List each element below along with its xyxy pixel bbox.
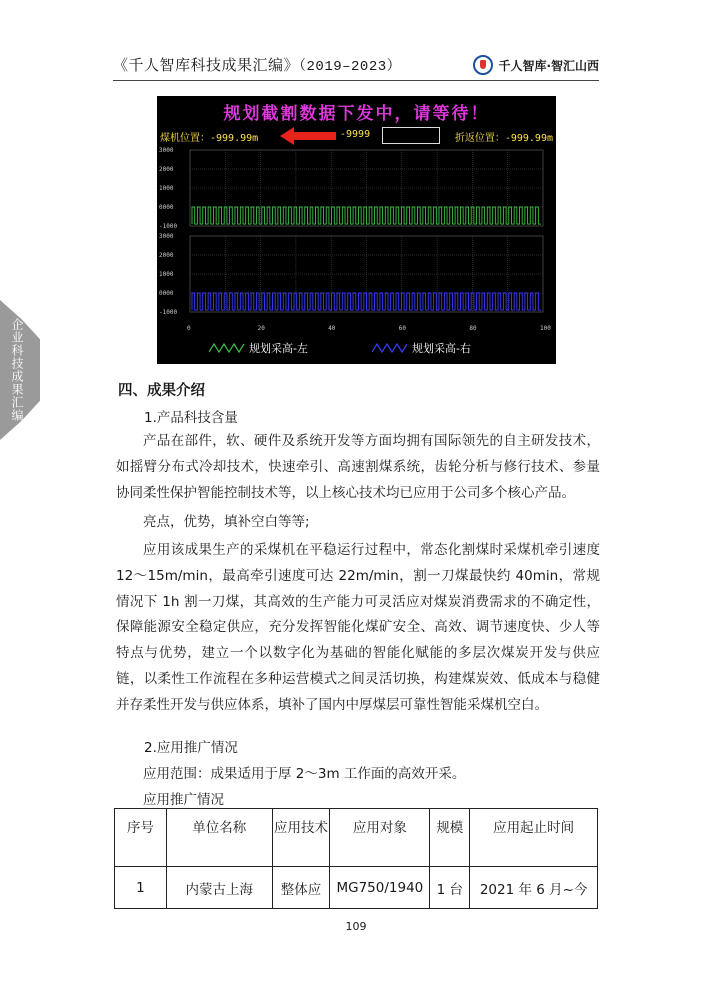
legend-left-wave-icon [209, 342, 245, 354]
y-tick-label: 1000 [159, 271, 174, 278]
header-cell: 单位名称 [166, 809, 272, 867]
height-chart [157, 144, 556, 334]
header-brand-text: 千人智库·智汇山西 [498, 58, 599, 73]
table-cell: 2021 年 6 月~今 [470, 867, 598, 909]
y-tick-label: 2000 [159, 166, 174, 173]
table-caption: 应用推广情况 [143, 792, 224, 808]
subsection-promotion: 2.应用推广情况 [144, 740, 238, 756]
legend-right-label: 规划采高-右 [412, 342, 471, 355]
subsection-tech-content: 1.产品科技含量 [144, 410, 238, 426]
status-row [160, 127, 553, 143]
series-left-line [192, 207, 541, 224]
middle-value: -9999 [340, 129, 371, 140]
brand-logo-icon [473, 55, 493, 75]
y-tick-label: 3000 [159, 233, 174, 240]
header-year: （2019–2023） [299, 59, 402, 75]
x-tick-label: 60 [398, 325, 407, 332]
header-title-text: 《千人智库科技成果汇编》 [113, 56, 300, 74]
paragraph-tech: 产品在部件，软、硬件及系统开发等方面均拥有国际领先的自主研发技术，如摇臂分布式冷却技术，快速牵引、高速割煤系统，齿轮分析与修行技术、参量协同柔性保护智能控制技术等，以上核心技术均已应用于公司多个核心产品。 [116, 433, 600, 501]
header-brand [473, 55, 599, 75]
y-tick-label: 3000 [159, 147, 174, 154]
paragraph-highlights: 亮点，优势，填补空白等等; [143, 514, 310, 530]
x-tick-label: 100 [540, 325, 551, 332]
paragraph-application: 应用该成果生产的采煤机在平稳运行过程中，常态化割煤时采煤机牵引速度 12～15m/min，最高牵引速度可达 22m/min，割一刀煤最快约 40min，常规情况下 1h 割一刀煤，其高效的生产能力可灵活应对煤炭消费需求的不确定性，保障能源安全稳定供应，充分发挥智能化煤矿安全、高效、调节速度快、少人等特点与优势，建立一个以数字化为基础的智能化赋能的多层次煤炭开发与供应链，以柔性工作流程在多种运营模式之间灵活切换，构建煤炭效、低成本与稳健并存柔性开发与供应体系，填补了国内中厚煤层可靠性智能采煤机空白。 [116, 542, 600, 713]
table-header-row [115, 809, 598, 867]
promotion-table [114, 808, 598, 909]
header-cell: 应用技术 [272, 809, 330, 867]
table-cell: MG750/1940 [330, 867, 430, 909]
header-title [113, 54, 401, 75]
cutting-data-panel [157, 96, 556, 364]
left-arrow-icon [280, 127, 340, 145]
x-tick-label: 0 [187, 325, 191, 332]
table-cell: 1 台 [430, 867, 470, 909]
header-divider [113, 80, 599, 81]
return-position: 折返位置：-999.99m [454, 133, 553, 144]
table-cell: 1 [115, 867, 167, 909]
side-tab-label: 企业科技成果汇编 [10, 318, 24, 422]
application-scope: 应用范围：成果适用于厚 2～3m 工作面的高效开采。 [143, 766, 466, 782]
x-tick-label: 80 [469, 325, 477, 332]
y-tick-label: 0000 [159, 204, 174, 211]
table-cell: 内蒙古上海 [166, 867, 272, 909]
x-tick-label: 40 [328, 325, 336, 332]
header-cell: 序号 [115, 809, 167, 867]
section-title: 四、成果介绍 [118, 383, 205, 399]
page-number: 109 [345, 920, 367, 933]
legend-left-label: 规划采高-左 [249, 342, 308, 355]
legend-left [209, 340, 308, 356]
y-tick-label: 0000 [159, 290, 174, 297]
page-header [113, 46, 599, 82]
x-tick-label: 20 [257, 325, 265, 332]
header-cell: 应用起止时间 [470, 809, 598, 867]
legend-right [372, 340, 471, 356]
shearer-position: 煤机位置：-999.99m [160, 133, 259, 144]
y-tick-label: 2000 [159, 252, 174, 259]
series-right-line [192, 293, 541, 310]
value-input-box [382, 127, 440, 144]
y-tick-label: -1000 [159, 309, 178, 316]
y-tick-label: 1000 [159, 185, 174, 192]
table-cell: 整体应 [272, 867, 330, 909]
header-cell: 应用对象 [330, 809, 430, 867]
legend-right-wave-icon [372, 342, 408, 354]
panel-title: 规划截割数据下发中，请等待！ [223, 104, 490, 124]
y-tick-label: -1000 [159, 223, 178, 230]
header-cell: 规模 [430, 809, 470, 867]
table-row [115, 867, 598, 909]
